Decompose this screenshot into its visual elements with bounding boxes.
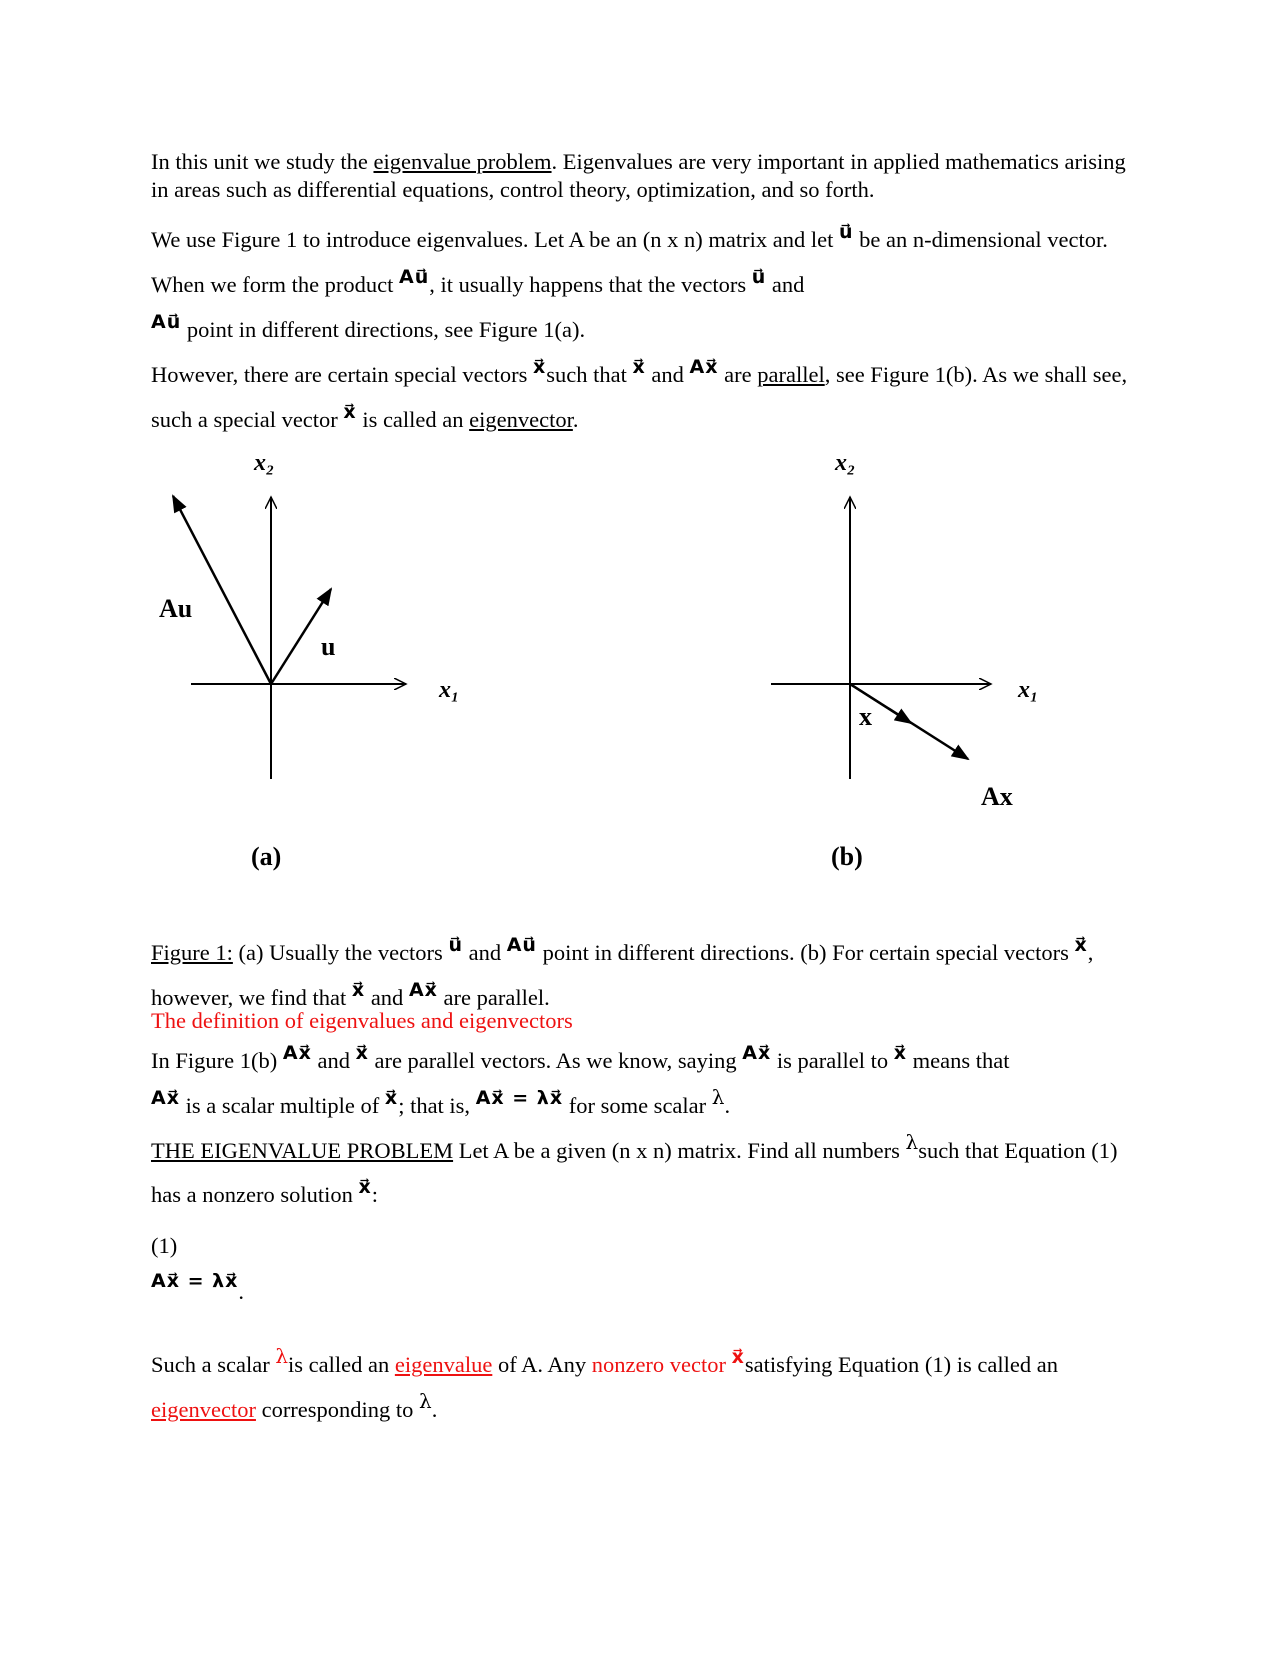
fig-b-Ax-label: Ax⃗ xyxy=(981,782,1033,811)
text: point in different directions, see Figure 1(a). xyxy=(186,317,586,342)
vector-Au-symbol: Au⃗ xyxy=(506,934,537,956)
eigenvector-link[interactable]: eigenvector xyxy=(151,1397,256,1422)
fig-b-caption-label: (b) xyxy=(831,842,863,871)
vector-Ax-symbol: Ax⃗ xyxy=(689,356,719,378)
lambda-symbol: λ xyxy=(275,1344,289,1368)
text: means that xyxy=(912,1048,1010,1073)
nonzero-vector-text: nonzero vector xyxy=(591,1352,727,1377)
text: , see Figure 1(b). As we shall see, such a special vector xyxy=(151,362,1128,432)
vector-x-symbol: x⃗ xyxy=(893,1042,907,1064)
vector-x-symbol: x⃗ xyxy=(351,979,366,1001)
text: corresponding to xyxy=(255,1397,420,1422)
text: In Figure 1(b) xyxy=(151,1048,283,1073)
text: are parallel. xyxy=(443,985,550,1010)
vector-x-symbol: x⃗ xyxy=(533,356,547,378)
text: and xyxy=(370,985,409,1010)
fig-b-x1-label: x₁ xyxy=(1018,677,1039,703)
text: is called an xyxy=(288,1352,395,1377)
vector-Ax-symbol: Ax⃗ xyxy=(408,979,438,1001)
text: In this unit we study the xyxy=(151,149,374,174)
text: satisfying Equation (1) is called an xyxy=(744,1352,1058,1377)
text: , it usually happens that the vectors xyxy=(429,272,752,297)
lambda-symbol: λ xyxy=(419,1389,432,1413)
eigenvalue-link[interactable]: eigenvalue xyxy=(394,1352,493,1377)
eigenvalue-problem-link[interactable]: eigenvalue problem xyxy=(373,149,552,174)
text: are parallel vectors. As we know, saying xyxy=(374,1048,743,1073)
vector-u-symbol: u⃗ xyxy=(448,934,463,956)
text: Let A be a given (n x n) matrix. Find all numbers xyxy=(453,1138,906,1163)
text: be an n-dimensional vector. When we form the product xyxy=(151,227,1108,297)
fig-a-u-label: u⃗ xyxy=(321,632,356,661)
paragraph-4 xyxy=(151,1039,1131,1129)
text: are xyxy=(724,362,758,387)
text: and xyxy=(651,362,690,387)
eigen-equation-inline: Ax⃗ = λx⃗ xyxy=(475,1087,564,1109)
eigenvector-link[interactable]: eigenvector xyxy=(469,407,573,432)
lambda-symbol: λ xyxy=(905,1130,919,1154)
text: is called an xyxy=(362,407,470,432)
paragraph-2 xyxy=(151,218,1131,353)
fig-a-caption-label: (a) xyxy=(251,842,282,871)
section-heading: The definition of eigenvalues and eigenvectors xyxy=(151,1008,573,1033)
vector-u-symbol: u⃗ xyxy=(839,221,854,243)
equation-number: (1) xyxy=(151,1233,178,1258)
vector-Ax-symbol: Ax⃗ xyxy=(282,1042,312,1064)
figure-caption-label: Figure 1: xyxy=(151,940,233,965)
vector-x-symbol: x⃗ xyxy=(384,1087,399,1109)
vector-Ax-symbol: Ax⃗ xyxy=(742,1042,772,1064)
paragraph-3 xyxy=(151,353,1131,443)
vector-x-symbol: x⃗ xyxy=(1074,934,1088,956)
text: is a scalar multiple of xyxy=(185,1093,385,1118)
text: and xyxy=(771,272,805,297)
vector-x-symbol: x⃗ xyxy=(731,1346,745,1368)
fig-b-x2-label: x₂ xyxy=(835,450,856,476)
text: of A. Any xyxy=(492,1352,592,1377)
vector-x-symbol: x⃗ xyxy=(355,1042,369,1064)
vector-Au-symbol: Au⃗ xyxy=(151,311,182,333)
text: . Eigenvalues are very important in applied mathematics arising in areas such as differential equations, control theory, optimization, and so forth. xyxy=(151,149,1126,202)
vector-u-symbol: u⃗ xyxy=(751,266,767,288)
text: , however, we find that xyxy=(151,940,1094,1010)
equation-period: . xyxy=(238,1279,245,1304)
fig-a-Au-label: Au⃗ xyxy=(159,594,213,623)
text: We use Figure 1 to introduce eigenvalues. Let A be an (n x n) matrix and let xyxy=(151,227,839,252)
figure-1 xyxy=(151,441,1131,931)
text: such that Equation (1) has a nonzero solution xyxy=(151,1138,1118,1207)
text: . xyxy=(431,1397,438,1422)
vector-x-symbol: x⃗ xyxy=(343,401,357,423)
eigenvalue-problem-statement xyxy=(151,1129,1131,1218)
fig-a-x1-label: x₁ xyxy=(439,677,460,703)
text: : xyxy=(371,1182,378,1207)
text: and xyxy=(468,940,507,965)
fig-b-x-label: x⃗ xyxy=(859,702,893,731)
equation-1 xyxy=(151,1266,1131,1304)
paragraph-5 xyxy=(151,1343,1131,1432)
parallel-link[interactable]: parallel xyxy=(757,362,825,387)
text: . xyxy=(724,1093,731,1118)
figure-diagram xyxy=(151,441,1131,931)
fig-a-vector-Au xyxy=(173,496,271,684)
lambda-symbol: λ xyxy=(711,1085,725,1109)
fig-a-x2-label: x₂ xyxy=(254,450,275,476)
text: point in different directions. (b) For certain special vectors xyxy=(542,940,1075,965)
vector-Ax-symbol: Ax⃗ xyxy=(151,1087,180,1109)
text: Such a scalar xyxy=(151,1352,276,1377)
vector-Au-symbol: Au⃗ xyxy=(399,266,430,288)
text: ; that is, xyxy=(398,1093,476,1118)
intro-paragraph xyxy=(151,148,1131,204)
eigenvalue-problem-label: THE EIGENVALUE PROBLEM xyxy=(151,1138,454,1163)
text: such that xyxy=(546,362,633,387)
text: . xyxy=(572,407,579,432)
text: and xyxy=(317,1048,356,1073)
text: However, there are certain special vectors xyxy=(151,362,534,387)
document-page xyxy=(151,148,1131,1432)
vector-x-symbol: x⃗ xyxy=(632,356,646,378)
text: for some scalar xyxy=(568,1093,712,1118)
text: is parallel to xyxy=(776,1048,894,1073)
vector-x-symbol: x⃗ xyxy=(358,1176,372,1198)
eigen-equation: Ax⃗ = λx⃗ xyxy=(151,1270,239,1292)
text: (a) Usually the vectors xyxy=(232,940,449,965)
